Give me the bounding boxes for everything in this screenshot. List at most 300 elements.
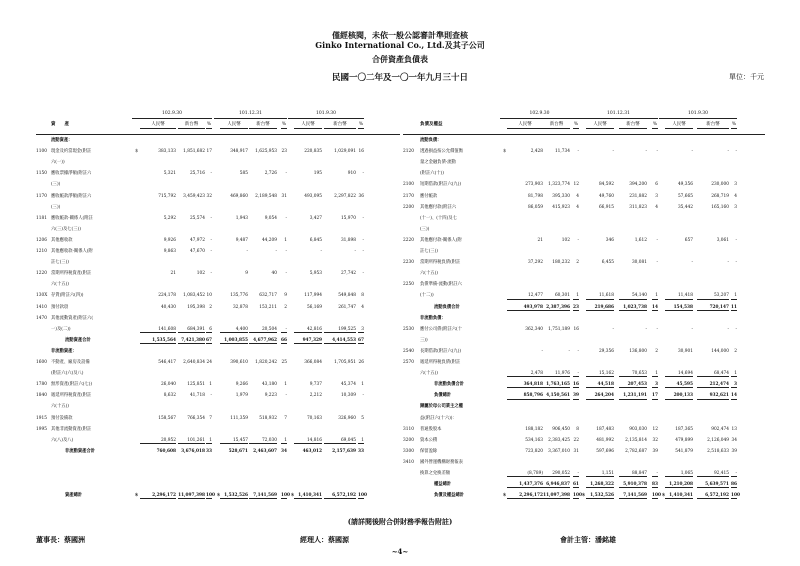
currency-mark: $ <box>503 493 506 499</box>
account-label: (三)) <box>51 182 61 188</box>
account-label: 短期借款(附註六(九)) <box>420 182 462 188</box>
percent-cell: 33 <box>206 448 212 454</box>
amount-cell: 45,595 <box>665 383 693 388</box>
percent-cell: 4 <box>576 204 579 210</box>
percent-cell: 1 <box>731 372 737 377</box>
amount-cell: 199,525 <box>324 328 356 333</box>
percent-cell: - <box>577 237 579 243</box>
amount-cell: 44,209 <box>261 237 277 243</box>
percent-cell: - <box>362 171 364 177</box>
percent-cell: 4 <box>576 193 579 199</box>
amount-cell: 165,160 <box>711 204 729 210</box>
amount-cell: 2,296,172 <box>507 494 543 499</box>
period-header: 101.12.31 <box>214 112 287 119</box>
percent-cell: 26 <box>358 360 364 365</box>
amount-cell: 2,387,396 <box>543 306 570 311</box>
percent-cell: 66 <box>281 337 287 343</box>
account-code: 2250 <box>403 282 414 288</box>
account-label: 六(十五)) <box>420 371 438 377</box>
amount-cell: 268,719 <box>711 193 729 199</box>
percent-cell: - <box>362 249 364 254</box>
table-row <box>403 271 765 282</box>
percent-cell: 39 <box>731 448 737 454</box>
amount-cell: - <box>354 249 356 254</box>
table-row <box>403 449 765 460</box>
percent-cell: 1 <box>284 382 287 388</box>
table-row <box>403 227 765 238</box>
amount-cell: (8,789) <box>507 472 543 477</box>
table-row <box>36 393 400 404</box>
account-label: 註七(三)) <box>420 249 438 254</box>
amount-cell: 261,747 <box>338 304 356 310</box>
table-row <box>36 449 400 460</box>
table-row <box>403 371 765 382</box>
amount-cell: 6,455 <box>601 260 614 266</box>
amount-cell: 231,882 <box>629 193 647 199</box>
amount-cell: 1,625,953 <box>255 149 277 155</box>
amount-cell: 858,796 <box>507 394 543 399</box>
percent-cell: 33 <box>358 448 364 454</box>
amount-cell: 40 <box>271 271 277 277</box>
amount-cell: 7,141,569 <box>249 494 277 499</box>
amount-cell: 102 <box>196 271 205 277</box>
account-code: 130X <box>36 293 48 299</box>
amount-cell: 69,045 <box>324 439 356 444</box>
period-header: 102.9.30 <box>500 112 579 119</box>
amount-cell: 135,776 <box>230 293 248 299</box>
account-code: 1470 <box>36 315 47 321</box>
amount-cell: 534,163 <box>525 437 543 443</box>
table-row <box>36 404 400 415</box>
amount-cell: 86,059 <box>527 204 543 210</box>
amount-cell: 3,367,010 <box>548 448 570 454</box>
percent-cell: 100 <box>358 493 367 499</box>
table-row <box>403 260 765 271</box>
amount-cell: 14,816 <box>294 439 322 444</box>
amount-cell: 84,592 <box>598 182 614 188</box>
account-code: 3200 <box>403 437 414 443</box>
amount-cell: 15,162 <box>586 372 614 377</box>
percent-cell: - <box>735 260 737 266</box>
column-header: 新台幣 <box>619 123 647 129</box>
table-row <box>36 471 400 482</box>
account-code: 1100 <box>36 149 47 155</box>
table-row <box>36 349 400 360</box>
amount-cell: 346 <box>605 237 614 243</box>
table-row <box>403 316 765 327</box>
amount-cell: 188,182 <box>525 426 543 432</box>
amount-cell: 5,910,378 <box>619 483 647 488</box>
amount-cell: 31,898 <box>340 237 356 243</box>
column-header: 人民幣 <box>586 123 614 129</box>
account-label: 資本公積 <box>420 437 438 443</box>
amount-cell: 101,261 <box>178 439 205 444</box>
amount-cell: 4,400 <box>220 328 248 333</box>
currency-mark: $ <box>662 493 665 499</box>
account-label: 六(八)及八) <box>51 437 74 443</box>
account-label: 換算之兌換差額 <box>420 471 451 476</box>
percent-cell: 100 <box>206 493 215 499</box>
account-label: 遞延所得稅負債(附註 <box>420 360 461 365</box>
table-row <box>36 438 400 449</box>
percent-cell: 6 <box>206 328 212 333</box>
account-code: 1206 <box>36 237 47 243</box>
amount-cell: 12,477 <box>507 294 543 299</box>
account-label: 預付款項 <box>51 304 69 310</box>
account-label: 益(附註六(十六))： <box>420 415 457 421</box>
account-label: 註七(三)) <box>51 260 69 266</box>
currency-mark: $ <box>135 493 138 499</box>
amount-cell: - <box>645 326 647 332</box>
amount-cell: 30,901 <box>677 348 693 354</box>
amount-cell: 2,157,639 <box>332 448 356 454</box>
amount-cell: 21 <box>537 237 543 243</box>
amount-cell: 1,532,526 <box>586 494 614 499</box>
percent-cell: - <box>210 249 212 254</box>
amount-cell: 27,742 <box>340 271 356 277</box>
account-code: 3110 <box>403 426 414 432</box>
column-header: 新台幣 <box>324 123 356 129</box>
table-row <box>36 282 400 293</box>
percent-cell: 7 <box>284 415 287 421</box>
account-code: 1210 <box>36 249 47 254</box>
amount-cell: 180,232 <box>552 260 570 266</box>
currency-mark: $ <box>582 493 585 499</box>
amount-cell: 1,151 <box>586 472 614 477</box>
account-label: 一)及(二)) <box>51 326 71 332</box>
table-row <box>36 194 400 205</box>
table-row <box>36 249 400 260</box>
table-row <box>403 393 765 404</box>
account-code: 1840 <box>36 393 47 399</box>
table-row <box>36 316 400 327</box>
amount-cell: 1,023,738 <box>619 306 647 311</box>
percent-cell: 3 <box>734 204 737 210</box>
amount-cell: 3,676,018 <box>181 448 205 454</box>
account-code: 3300 <box>403 448 414 454</box>
amount-cell: 1,323,774 <box>548 182 570 188</box>
percent-cell: - <box>285 393 287 399</box>
account-code: 2120 <box>403 149 414 155</box>
percent-cell: 3 <box>731 383 737 388</box>
amount-cell: 1,851,682 <box>183 149 205 155</box>
amount-cell: 47,972 <box>189 237 205 243</box>
percent-cell: 17 <box>652 393 658 399</box>
amount-cell: 493,978 <box>507 306 543 311</box>
amount-cell: 154,538 <box>665 306 693 311</box>
percent-cell: 23 <box>573 304 579 310</box>
percent-cell: 11 <box>731 304 737 310</box>
percent-cell: - <box>362 271 364 277</box>
amount-cell: 549,848 <box>338 293 356 299</box>
amount-cell: 2,297,822 <box>334 193 356 199</box>
amount-cell: 141,608 <box>140 328 176 333</box>
percent-cell: 16 <box>358 149 364 155</box>
percent-cell: 3 <box>734 182 737 188</box>
percent-cell: 39 <box>652 448 658 454</box>
amount-cell: - <box>275 249 277 254</box>
percent-cell: 25 <box>281 360 287 365</box>
account-label: 流動資產： <box>51 138 73 143</box>
amount-cell: 1,612 <box>634 237 647 243</box>
percent-cell: 32 <box>652 437 658 443</box>
amount-cell: 2,135,814 <box>625 437 647 443</box>
amount-cell: 53,207 <box>697 294 729 299</box>
amount-cell: 3,427 <box>309 215 322 221</box>
table-row <box>36 493 400 504</box>
percent-cell: 1 <box>206 439 212 444</box>
percent-cell: 10 <box>206 293 212 299</box>
account-code: 2170 <box>403 193 414 199</box>
percent-cell: 7 <box>209 415 212 421</box>
amount-cell: 25,574 <box>189 215 205 221</box>
account-label: 保留盈餘 <box>420 448 438 454</box>
amount-cell: 144,000 <box>711 348 729 354</box>
account-label: 六(一)) <box>51 160 65 166</box>
percent-cell: 32 <box>206 193 212 199</box>
amount-cell: 6,572,192 <box>324 494 356 499</box>
amount-cell: 70,653 <box>619 372 647 377</box>
amount-cell: 1,410,341 <box>665 494 693 499</box>
amount-cell: 102 <box>561 237 570 243</box>
percent-cell: 39 <box>573 393 579 399</box>
table-row <box>403 305 765 316</box>
account-label: 六(十五)) <box>51 282 69 288</box>
account-label: 國外營運機構財務報表 <box>420 459 463 465</box>
amount-cell: 632,717 <box>259 293 277 299</box>
amount-cell: 657 <box>684 237 693 243</box>
table-row <box>36 271 400 282</box>
period-header: 102.9.30 <box>132 112 212 119</box>
account-label: 非流動負債合計 <box>434 382 465 388</box>
amount-cell: 723,820 <box>525 448 543 454</box>
amount-cell: 21 <box>170 271 176 277</box>
table-row <box>403 282 765 293</box>
percent-cell: - <box>281 328 287 333</box>
percent-cell: 2 <box>655 348 658 354</box>
account-label: 六(十五)) <box>51 404 69 410</box>
footer-note: (請詳閱後附合併財務季報告附註) <box>347 517 453 526</box>
percent-cell: 86 <box>731 482 737 488</box>
amount-cell: 2,640,834 <box>183 360 205 365</box>
account-label: 負債總計 <box>434 393 452 399</box>
account-label: 負債準備-流動(附註六 <box>420 282 462 288</box>
account-label: 不動產、廠房及設備 <box>51 360 90 365</box>
amount-cell: 187,483 <box>596 426 614 432</box>
table-row <box>36 293 400 304</box>
amount-cell: 2,782,687 <box>625 448 647 454</box>
amount-cell: 597,696 <box>596 448 614 454</box>
amount-cell: 10,309 <box>340 393 356 399</box>
account-label: 歸屬於母公司業主之權 <box>420 404 463 410</box>
table-row <box>36 482 400 493</box>
table-row <box>403 160 765 171</box>
amount-cell: 6,946,837 <box>543 483 570 488</box>
column-header: % <box>206 122 212 127</box>
column-header: 新台幣 <box>543 123 570 129</box>
amount-cell: 383,133 <box>158 149 176 155</box>
amount-cell: 1,268,322 <box>586 483 614 488</box>
amount-cell: 35,442 <box>677 204 693 210</box>
currency-mark: $ <box>135 149 138 155</box>
amount-cell: 2,518,633 <box>707 448 729 454</box>
column-header: 人民幣 <box>140 123 176 129</box>
account-label: 其他非流動資產(附註 <box>51 426 92 432</box>
percent-cell: 31 <box>281 193 287 199</box>
account-label: 無形資產(附註六(七)) <box>51 382 93 388</box>
table-row <box>403 182 765 193</box>
table-row <box>403 149 765 160</box>
percent-cell: 6 <box>655 182 658 188</box>
page-number: ~4~ <box>391 547 409 556</box>
column-header: % <box>358 122 364 127</box>
percent-cell: - <box>652 472 658 477</box>
account-code: 3410 <box>403 459 414 465</box>
table-row <box>403 471 765 482</box>
amount-cell: 158,567 <box>158 415 176 421</box>
percent-cell: - <box>573 472 579 477</box>
table-row <box>403 205 765 216</box>
amount-cell: 546,417 <box>158 360 176 365</box>
amount-cell: 390,610 <box>230 360 248 365</box>
account-label: 六(三)及七(三)) <box>51 226 81 232</box>
amount-cell: 49,760 <box>598 193 614 199</box>
account-code: 1780 <box>36 382 47 388</box>
account-label: 非流動資產： <box>51 348 77 354</box>
amount-cell: 207,453 <box>619 383 647 388</box>
percent-cell: - <box>656 149 658 155</box>
amount-cell: 5,292 <box>163 215 176 221</box>
period-header: 101.9.30 <box>659 112 737 119</box>
table-row <box>403 138 765 149</box>
account-code: 2530 <box>403 326 414 332</box>
account-label: 現金及約當現金(附註 <box>51 149 92 155</box>
percent-cell: 2 <box>734 348 737 354</box>
percent-cell: 24 <box>206 360 212 365</box>
percent-cell: 83 <box>652 482 658 488</box>
percent-cell: 14 <box>652 304 658 310</box>
amount-cell: 366,084 <box>304 360 322 365</box>
company-name: Ginko International Co., Ltd.及其子公司 <box>315 40 485 50</box>
percent-cell: 36 <box>358 193 364 199</box>
account-label: 遞延所得稅資產(附註 <box>51 393 92 399</box>
amount-cell: 1,705,951 <box>334 360 356 365</box>
account-label: 負債及權益總計 <box>434 493 465 499</box>
amount-cell: 290,052 <box>543 472 570 477</box>
percent-cell: - <box>656 237 658 243</box>
amount-cell: 187,365 <box>675 426 693 432</box>
amount-cell: 136,800 <box>629 348 647 354</box>
percent-cell: 34 <box>731 437 737 443</box>
percent-cell: - <box>735 149 737 155</box>
account-label: 當期所得稅負債(附註 <box>420 260 461 266</box>
amount-cell: - <box>320 249 322 254</box>
amount-cell: 42,816 <box>294 328 322 333</box>
amount-cell: 81,798 <box>527 193 543 199</box>
account-label: 其他應付款(附註六 <box>420 204 457 210</box>
amount-cell: 395,330 <box>552 193 570 199</box>
amount-cell: 11,618 <box>586 294 614 299</box>
table-row <box>403 427 765 438</box>
percent-cell: 2 <box>209 304 212 310</box>
percent-cell: 34 <box>281 448 287 454</box>
percent-cell: 1 <box>652 372 658 377</box>
amount-cell: 9,926 <box>163 237 176 243</box>
table-row <box>36 338 400 349</box>
amount-cell: 40,430 <box>160 304 176 310</box>
amount-cell: 5,953 <box>309 271 322 277</box>
table-row <box>403 438 765 449</box>
amount-cell: 57,665 <box>677 193 693 199</box>
percent-cell: - <box>577 149 579 155</box>
percent-cell: 4 <box>361 304 364 310</box>
account-code: 2100 <box>403 182 414 188</box>
amount-cell: 3,061 <box>716 237 729 243</box>
percent-cell: - <box>656 326 658 332</box>
percent-cell: 100 <box>731 493 740 499</box>
amount-cell: 463,012 <box>302 448 322 454</box>
percent-cell: 67 <box>206 337 212 343</box>
chairman-signature: 董事長：蔡國洲 <box>36 535 85 544</box>
column-header: % <box>573 122 579 127</box>
amount-cell: 1,943 <box>235 215 248 221</box>
amount-cell: 9,054 <box>264 215 277 221</box>
amount-cell: 766,354 <box>187 415 205 421</box>
percent-cell: 31 <box>573 448 579 454</box>
amount-cell: 66,915 <box>598 204 614 210</box>
table-row <box>403 238 765 249</box>
amount-cell: 684,391 <box>178 328 205 333</box>
amount-cell: 26,040 <box>160 382 176 388</box>
amount-cell: 20,952 <box>140 439 176 444</box>
amount-cell: 2,726 <box>264 171 277 177</box>
amount-cell: 5,321 <box>163 171 176 177</box>
amount-cell: 44,518 <box>586 383 614 388</box>
amount-cell: - <box>541 348 543 354</box>
amount-cell: - <box>568 348 570 354</box>
amount-cell: 25,716 <box>189 171 205 177</box>
amount-cell: 41,718 <box>189 393 205 399</box>
amount-cell: 311,823 <box>629 204 647 210</box>
percent-cell: 1 <box>573 294 579 299</box>
percent-cell: - <box>210 393 212 399</box>
amount-cell: 4,414,553 <box>324 339 356 344</box>
amount-cell: 29,356 <box>598 348 614 354</box>
column-header: % <box>652 122 658 127</box>
percent-cell: - <box>210 271 212 277</box>
table-row <box>36 205 400 216</box>
percent-cell: - <box>285 171 287 177</box>
amount-cell: 481,992 <box>596 437 614 443</box>
account-code: 1915 <box>36 415 47 421</box>
table-row <box>36 260 400 271</box>
account-code: 1600 <box>36 360 47 365</box>
amount-cell: - <box>645 149 647 155</box>
table-row <box>403 460 765 471</box>
column-header: 新台幣 <box>249 123 277 129</box>
amount-cell: 5,639,571 <box>697 483 729 488</box>
column-header: 人民幣 <box>220 123 248 129</box>
section-heading: 資 產 <box>51 122 69 127</box>
percent-cell: 12 <box>573 182 579 188</box>
account-label: 其他應付款-關係人(附 <box>420 237 462 243</box>
account-label: (附註六(十)) <box>420 171 444 177</box>
account-label: 透過損益按公允價值衡 <box>420 149 463 155</box>
amount-cell: 932,621 <box>697 394 729 399</box>
amount-cell: 117,994 <box>304 293 322 299</box>
amount-cell: - <box>246 249 248 254</box>
table-row <box>36 171 400 182</box>
